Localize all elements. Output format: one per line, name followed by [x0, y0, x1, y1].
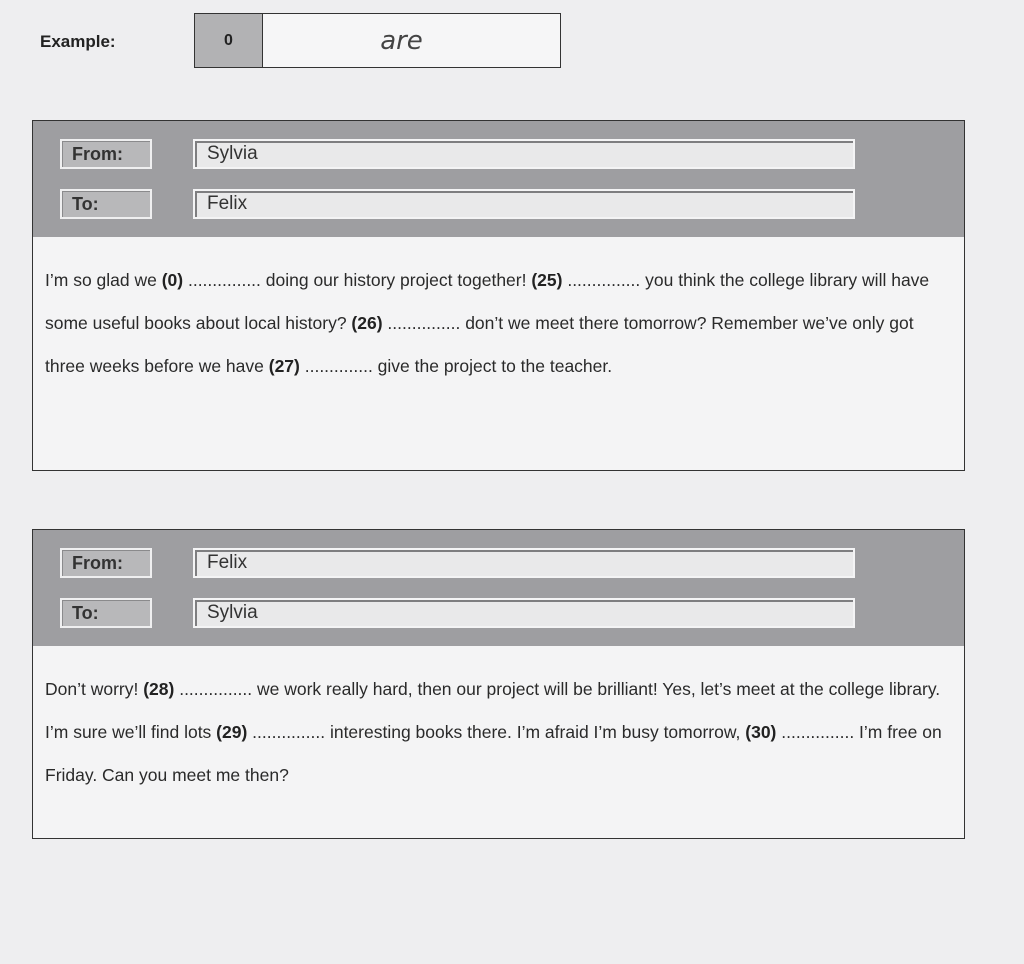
body-text: I’m so glad we	[45, 270, 162, 290]
example-answer: are	[380, 25, 423, 56]
gap-number: (0)	[161, 270, 184, 290]
gap-number: (30)	[745, 722, 777, 742]
email-panel-1	[32, 120, 965, 471]
email-panel-2	[32, 529, 965, 839]
body-text: .............. give the project to the teacher.	[299, 356, 613, 376]
body-text: Don’t worry!	[45, 679, 144, 699]
body-text: ............... you think the college library will have some useful books about local history?	[45, 270, 930, 333]
gap-number: (28)	[143, 679, 175, 699]
example-label: Example:	[40, 32, 116, 51]
email-header	[33, 530, 964, 646]
from-label: From:	[60, 548, 152, 578]
body-text: ............... doing our history project together!	[183, 270, 532, 290]
email-header	[33, 121, 964, 237]
body-text: ............... I’m free on Friday. Can you meet me then?	[45, 722, 942, 785]
body-text: ............... we work really hard, then our project will be brilliant! Yes, let’s meet at the college library. I’m sure we’ll find lots	[45, 679, 941, 742]
from-label: From:	[60, 139, 152, 169]
email-body	[33, 646, 964, 797]
gap-number: (25)	[531, 270, 563, 290]
body-text: ............... don’t we meet there tomorrow? Remember we’ve only got three weeks before we have	[45, 313, 914, 376]
gap-number: (27)	[268, 356, 300, 376]
from-field: Felix	[193, 548, 855, 578]
example-box	[194, 13, 561, 68]
to-label: To:	[60, 189, 152, 219]
from-field: Sylvia	[193, 139, 855, 169]
to-label: To:	[60, 598, 152, 628]
body-text: ............... interesting books there. I’m afraid I’m busy tomorrow,	[247, 722, 746, 742]
gap-number: (26)	[351, 313, 383, 333]
to-field: Felix	[193, 189, 855, 219]
to-field: Sylvia	[193, 598, 855, 628]
gap-number: (29)	[216, 722, 248, 742]
email-body	[33, 237, 964, 388]
example-number: 0	[195, 14, 263, 67]
